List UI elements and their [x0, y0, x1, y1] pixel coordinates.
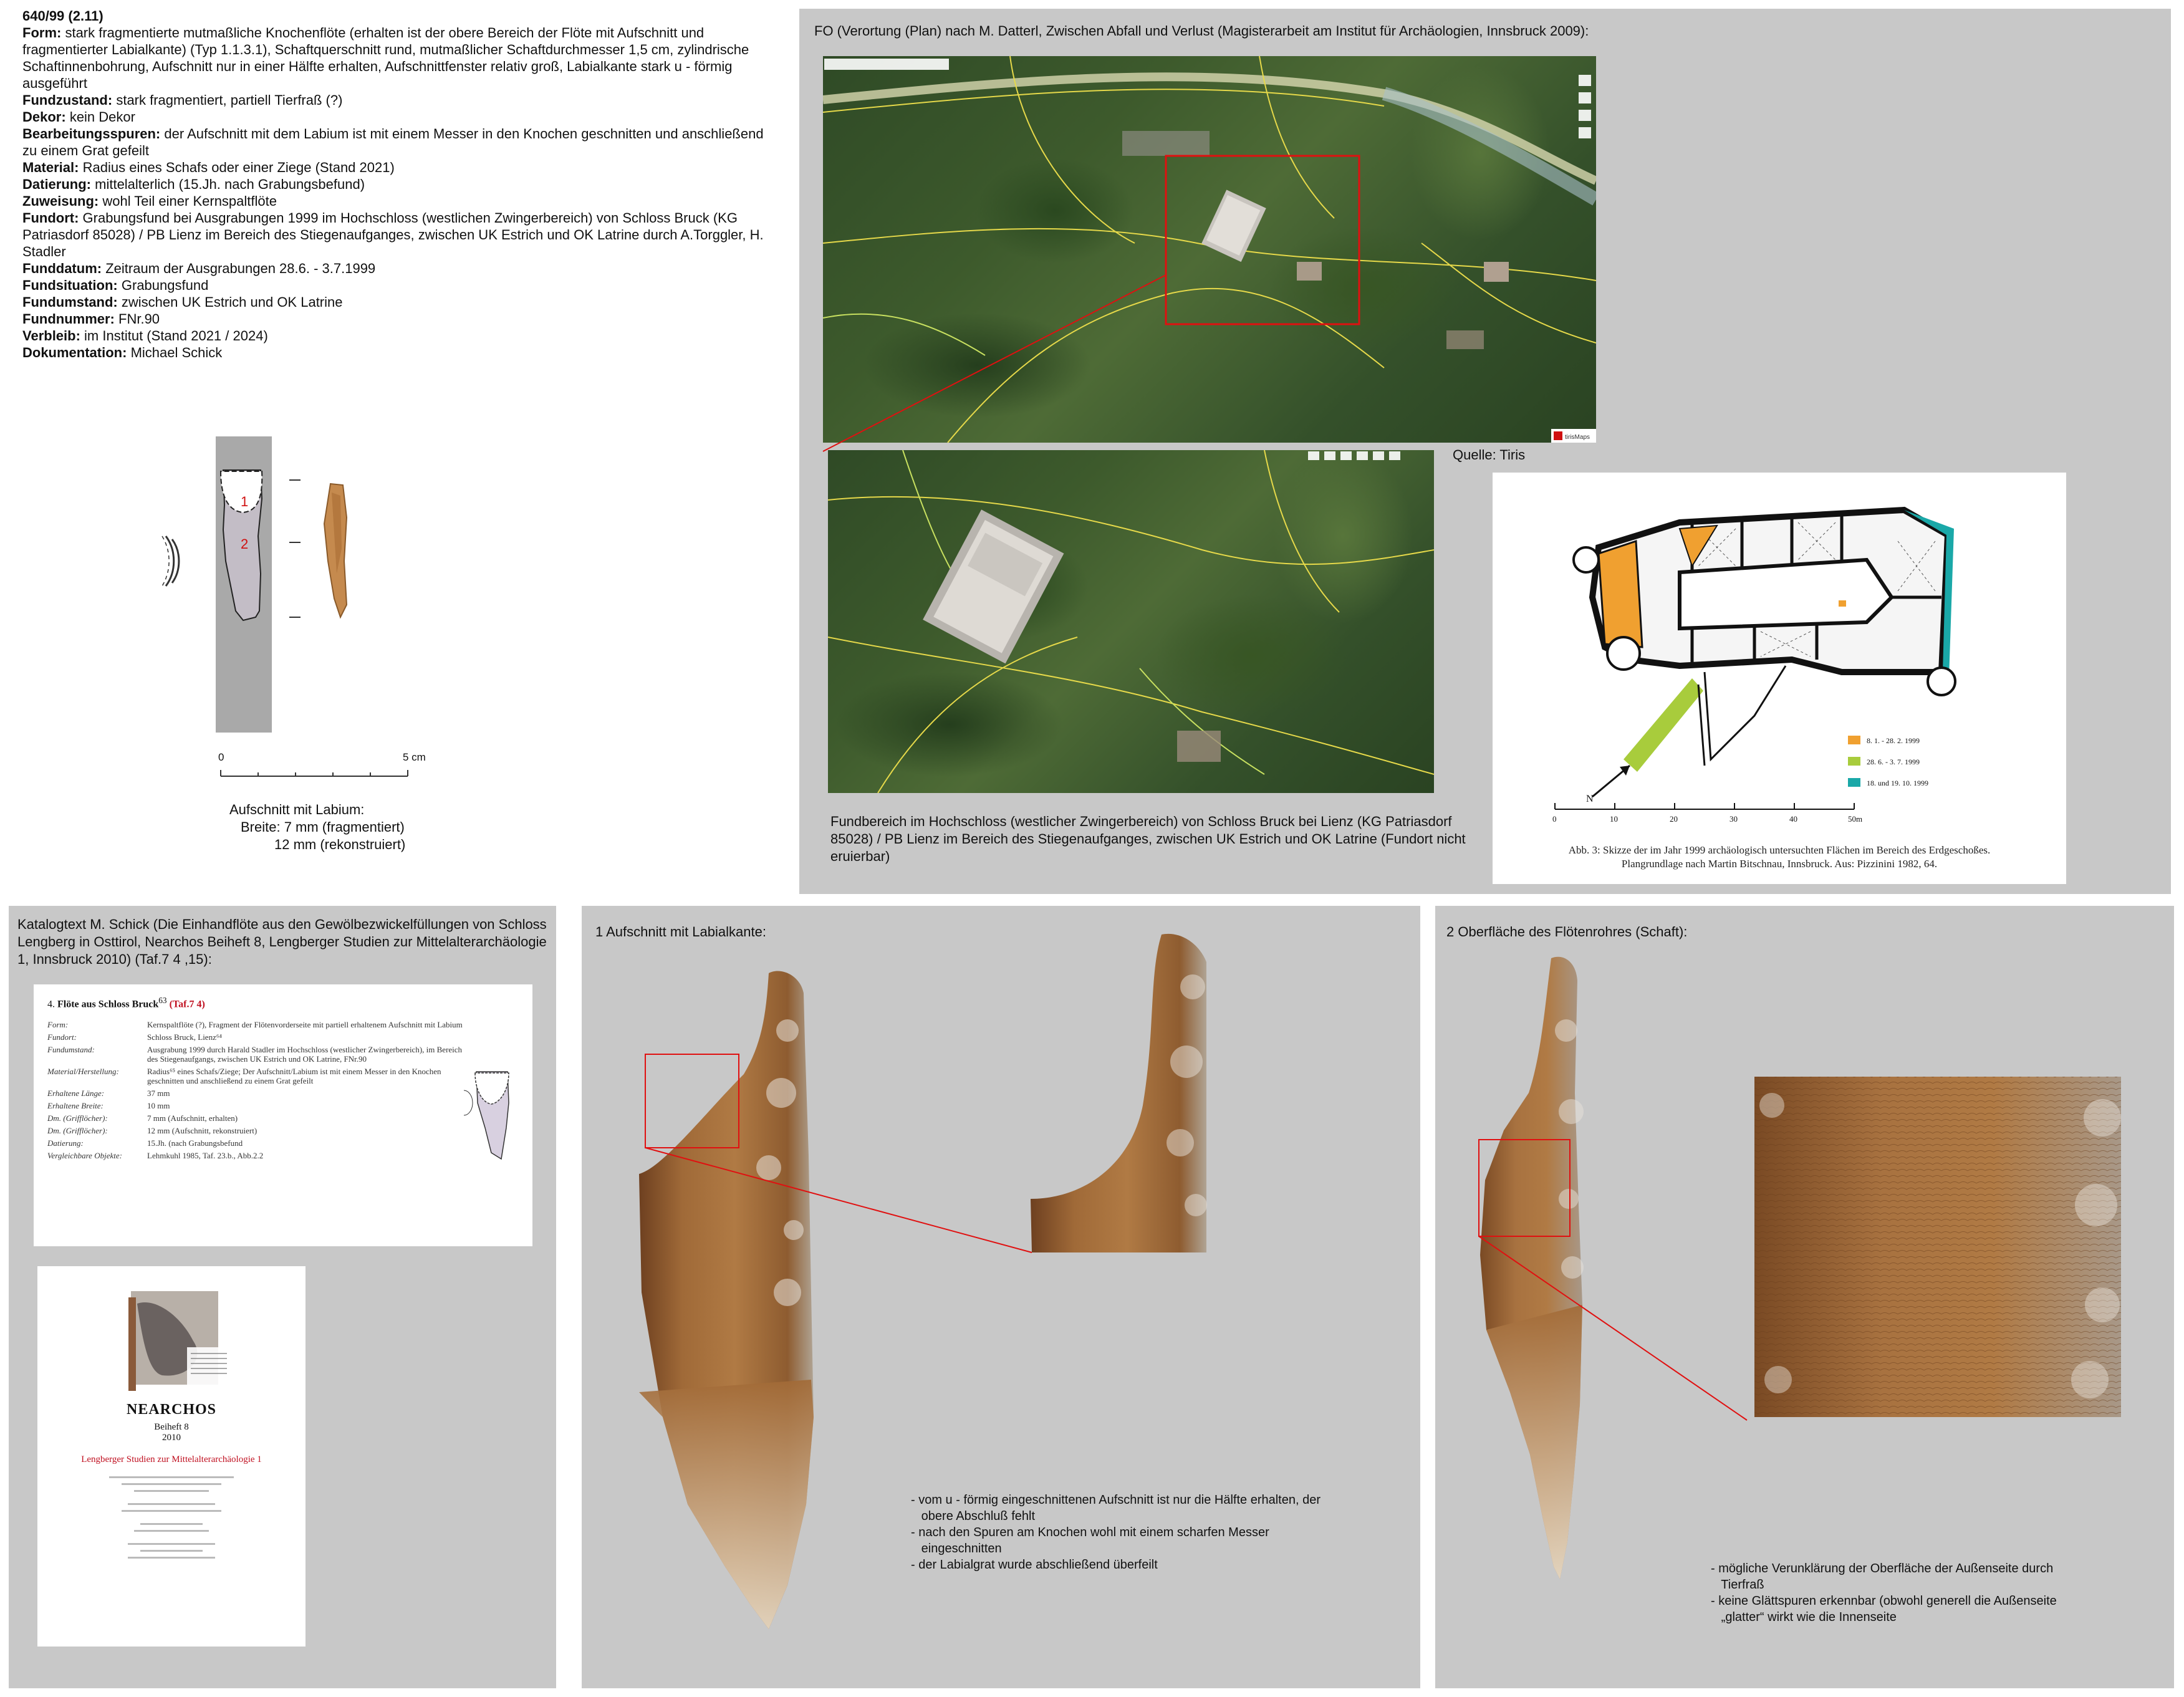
metadata-block	[22, 7, 771, 361]
catalog-row: Form: Kernspaltflöte (?), Fragment der Flötenvorderseite mit partiell erhaltenem Aufschnitt mit Labium	[47, 1020, 463, 1030]
legend-3: 18. und 19. 10. 1999	[1867, 779, 1928, 787]
photo-panel-1	[582, 906, 1420, 1688]
meta-line: Funddatum: Zeitraum der Ausgrabungen 28.6. - 3.7.1999	[22, 261, 376, 276]
map-logo: tirisMaps	[1565, 434, 1590, 441]
photo1-notes: - vom u - förmig eingeschnittenen Aufschnitt ist nur die Hälfte erhalten, der obere Abschluß fehlt - nach den Spuren am Knochen wohl mit einem scharfen Messer eingeschnitten - der Labialgrat wurde abschließend überfeilt	[911, 1493, 1321, 1572]
svg-text:10: 10	[1610, 814, 1618, 824]
svg-text:0: 0	[1552, 814, 1557, 824]
meta-line: Zuweisung: wohl Teil einer Kernspaltflöte	[22, 193, 277, 209]
meta-line: Fundort: Grabungsfund bei Ausgrabungen 1999 im Hochschloss (westlichen Zwingerbereich) von Schloss Bruck (KG Patriasdorf 85028) / PB Lienz im Bereich des Stiegenaufganges, zwischen UK Estrich und OK Latrine durch A.Torggler, H. Stadler	[22, 210, 764, 259]
catalog-row: Erhaltene Länge: 37 mm	[47, 1089, 170, 1098]
catalog-row: Dm. (Grifflöcher): 7 mm (Aufschnitt, erhalten)	[47, 1113, 238, 1123]
book-title: NEARCHOS	[126, 1401, 217, 1418]
catalog-drawing	[464, 1065, 520, 1171]
catalog-row: Dm. (Grifflöcher): 12 mm (Aufschnitt, rekonstruiert)	[47, 1126, 257, 1136]
location-title: FO (Verortung (Plan) nach M. Datterl, Zwischen Abfall und Verlust (Magisterarbeit am Institut für Archäologien, Innsbruck 2009):	[814, 23, 1589, 39]
location-caption: Fundbereich im Hochschloss (westlicher Zwingerbereich) von Schloss Bruck bei Lienz (KG Patriasdorf 85028) / PB Lienz im Bereich des Stiegenaufganges, zwischen UK Estrich und OK Latrine (Fundort nicht eruierbar)	[830, 814, 1466, 864]
meta-line: Fundnummer: FNr.90	[22, 311, 160, 327]
catalog-row: Fundumstand: Ausgrabung 1999 durch Harald Stadler im Hochschloss (westlicher Zwingerbereich), im Bereich des Stiegenaufgangs, zwischen UK Estrich und OK Latrine, FNr.90	[47, 1045, 463, 1064]
marker-1: 1	[241, 494, 249, 509]
catalog-entry-card	[34, 984, 532, 1246]
svg-text:40: 40	[1789, 814, 1797, 824]
catalog-panel	[9, 906, 556, 1688]
drawing-caption: Aufschnitt mit Labium: Breite: 7 mm (fragmentiert) 12 mm (rekonstruiert)	[229, 802, 406, 852]
catalog-row: Erhaltene Breite: 10 mm	[47, 1101, 170, 1111]
meta-line: Fundsituation: Grabungsfund	[22, 277, 209, 293]
meta-line: Dekor: kein Dekor	[22, 109, 135, 125]
book-series: Lengberger Studien zur Mittelalterarchäologie 1	[81, 1454, 262, 1464]
legend-1: 8. 1. - 28. 2. 1999	[1867, 736, 1920, 745]
catalog-title: Katalogtext M. Schick (Die Einhandflöte aus den Gewölbezwickelfüllungen von Schloss Lengberg in Osttirol, Nearchos Beiheft 8, Lengberger Studien zur Mittelalterarchäologie 1, Innsbruck 2010) (Taf.7 4 ,15):	[17, 916, 547, 967]
svg-text:20: 20	[1670, 814, 1678, 824]
photo2-notes: - mögliche Verunklärung der Oberfläche der Außenseite durch Tierfraß - keine Glättspuren erkennbar (obwohl generell die Außenseite „glatter“ wirkt wie die Innenseite	[1711, 1562, 2057, 1624]
legend-2: 28. 6. - 3. 7. 1999	[1867, 757, 1920, 766]
catalog-row: Material/Herstellung: Radius⁶⁵ eines Schafs/Ziege; Der Aufschnitt/Labium ist mit einem Messer in den Knochen geschnitten und anschließend zu einem Grat gefeilt	[47, 1067, 441, 1086]
satellite-map-detail[interactable]	[828, 450, 1434, 793]
north-arrow: N	[1586, 794, 1594, 804]
map-source: Quelle: Tiris	[1453, 447, 1526, 463]
scale-start: 0	[218, 751, 224, 763]
meta-line: Verbleib: im Institut (Stand 2021 / 2024)	[22, 328, 268, 344]
location-panel	[799, 9, 2171, 894]
catalog-row: Datierung: 15.Jh. (nach Grabungsbefund	[47, 1138, 243, 1148]
catalog-row: Fundort: Schloss Bruck, Lienz⁶⁴	[47, 1032, 222, 1042]
catalog-row: Vergleichbare Objekte: Lehmkuhl 1985, Taf. 23.b., Abb.2.2	[47, 1151, 264, 1161]
meta-line: Fundzustand: stark fragmentiert, partiell Tierfraß (?)	[22, 92, 343, 108]
entry-heading: 4. Flöte aus Schloss Bruck$^{63}$ (Taf.7 4)	[47, 996, 205, 1010]
plan-caption: Abb. 3: Skizze der im Jahr 1999 archäologisch untersuchten Flächen im Bereich des Erdgeschoßes. Plangrundlage nach Martin Bitschnau, Innsbruck. Aus: Pizzinini 1982, 64.	[1568, 844, 1991, 870]
object-id: 640/99 (2.11)	[22, 8, 103, 24]
meta-line: Datierung: mittelalterlich (15.Jh. nach Grabungsbefund)	[22, 176, 365, 192]
book-cover: NEARCHOS Beiheft 8 2010 Lengberger Studien zur Mittelalterarchäologie 1	[37, 1266, 305, 1647]
meta-line: Dokumentation: Michael Schick	[22, 345, 223, 360]
meta-line: Bearbeitungsspuren: der Aufschnitt mit dem Labium ist mit einem Messer in den Knochen geschnitten und anschließend zu einem Grat gefeilt	[22, 126, 764, 158]
photo2-title: 2 Oberfläche des Flötenrohres (Schaft):	[1446, 924, 1688, 940]
photo-panel-2	[1435, 906, 2174, 1688]
meta-line: Form: stark fragmentierte mutmaßliche Knochenflöte (erhalten ist der obere Bereich der Flöte mit Aufschnitt und fragmentierter Labialkante) (Typ 1.1.3.1), Schaftquerschnitt rund, mutmaßlicher Schaftdurchmesser 1,5 cm, zylindrische Schaftinnenbohrung, Aufschnitt nur in einer Hälfte erhalten, Aufschnittfenster relativ groß, Labialkante stark u - förmig ausgeführt	[22, 25, 749, 91]
castle-plan[interactable]	[1493, 473, 2066, 884]
scale-bar	[218, 751, 430, 789]
marker-2: 2	[241, 536, 249, 552]
svg-text:30: 30	[1729, 814, 1738, 824]
meta-line: Fundumstand: zwischen UK Estrich und OK Latrine	[22, 294, 343, 310]
meta-line: Material: Radius eines Schafs oder einer Ziege (Stand 2021)	[22, 160, 395, 175]
scale-end: 5 cm	[403, 751, 426, 763]
photo1-title: 1 Aufschnitt mit Labialkante:	[595, 924, 766, 940]
svg-text:50m: 50m	[1848, 814, 1863, 824]
